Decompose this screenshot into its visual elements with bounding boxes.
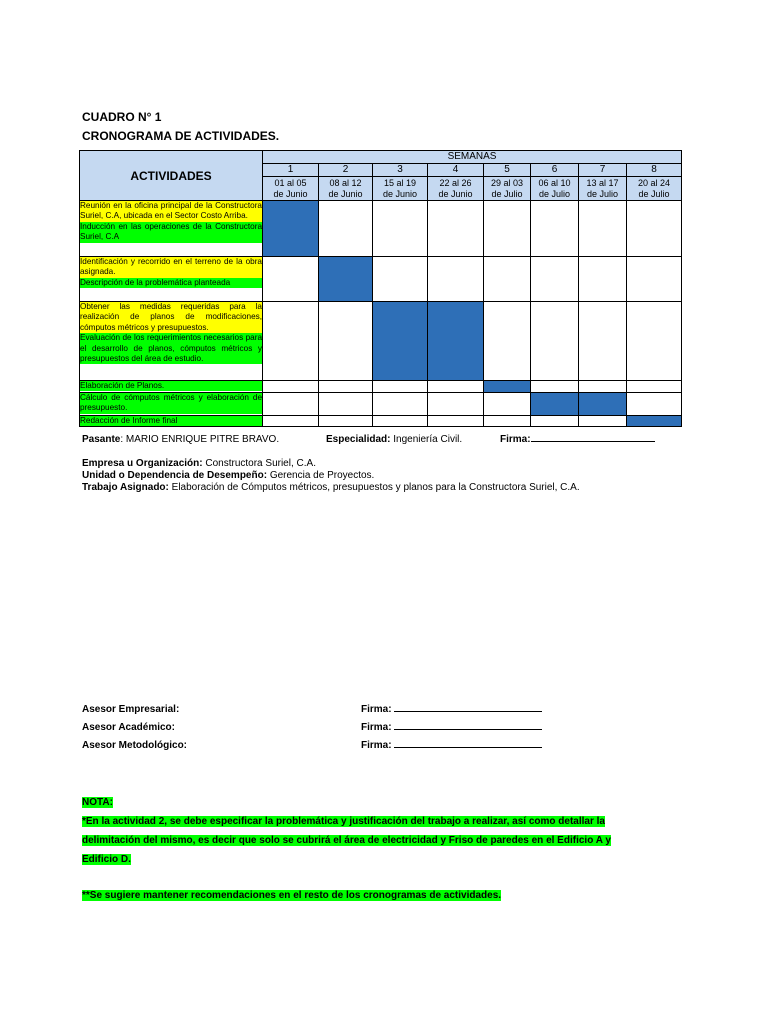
- empresa-line: [82, 458, 316, 469]
- activity-row: [80, 381, 682, 393]
- asesor-metodologico-firma-label: Firma:: [361, 740, 392, 751]
- trabajo-value: Elaboración de Cómputos métricos, presupuestos y planos para la Constructora Suriel, C.A.: [171, 482, 580, 493]
- activity-description: [80, 393, 263, 416]
- asesor-empresarial-label: Asesor Empresarial:: [82, 704, 180, 715]
- week-month: de Julio: [491, 188, 523, 199]
- asesor-academico-firma-label: Firma:: [361, 722, 392, 733]
- asesor-metodologico-firma: [361, 740, 542, 751]
- schedule-cell-week-7: [579, 201, 627, 257]
- week-range: 20 al 24: [638, 177, 671, 188]
- week-range: 29 al 03: [490, 177, 524, 188]
- schedule-cell-week-2: [319, 381, 373, 393]
- schedule-cell-week-8: [627, 201, 682, 257]
- schedule-cell-week-7: [579, 257, 627, 302]
- week-number-6: 6: [531, 164, 579, 177]
- nota-title: NOTA:: [82, 797, 113, 808]
- schedule-cell-week-6: [531, 381, 579, 393]
- week-month: de Julio: [586, 188, 619, 199]
- schedule-cell-week-2: [319, 393, 373, 416]
- schedule-cell-week-3: [373, 257, 428, 302]
- schedule-cell-week-8: [627, 302, 682, 381]
- week-number-8: 8: [627, 164, 682, 177]
- activity-row: [80, 201, 682, 257]
- schedule-bar-week-2: [319, 257, 373, 302]
- schedule-cell-week-6: [531, 257, 579, 302]
- activity-text: Elaboración de Planos.: [80, 381, 262, 391]
- schedule-cell-week-7: [579, 381, 627, 393]
- week-number-3: 3: [373, 164, 428, 177]
- activities-header: ACTIVIDADES: [80, 151, 263, 201]
- especialidad-value: Ingeniería Civil.: [393, 434, 463, 445]
- schedule-cell-week-6: [531, 302, 579, 381]
- pasante-name: MARIO ENRIQUE PITRE BRAVO.: [125, 434, 280, 445]
- week-number-5: 5: [484, 164, 531, 177]
- schedule-bar-week-5: [484, 381, 531, 393]
- schedule-cell-week-1: [263, 257, 319, 302]
- week-month: de Junio: [273, 188, 308, 199]
- especialidad-line: [326, 434, 462, 445]
- asesor-metodologico-signature-line[interactable]: [394, 747, 542, 748]
- week-dates-6: [531, 177, 579, 201]
- activity-row: [80, 302, 682, 381]
- empresa-label: Empresa u Organización:: [82, 458, 203, 469]
- schedule-cell-week-6: [531, 416, 579, 427]
- activity-text: Descripción de la problemática planteada: [80, 278, 262, 288]
- asesor-metodologico-label: Asesor Metodológico:: [82, 740, 188, 751]
- schedule-bar-week-8: [627, 416, 682, 427]
- pasante-signature-line[interactable]: [531, 441, 655, 442]
- week-month: de Junio: [328, 188, 363, 199]
- schedule-cell-week-1: [263, 416, 319, 427]
- activity-row: [80, 416, 682, 427]
- pasante-label: Pasante: [82, 434, 121, 445]
- unidad-line: [82, 470, 374, 481]
- schedule-bar-week-4: [428, 302, 484, 381]
- asesor-empresarial-signature-line[interactable]: [394, 711, 542, 712]
- schedule-cell-week-3: [373, 416, 428, 427]
- schedule-cell-week-1: [263, 381, 319, 393]
- activity-text: Obtener las medidas requeridas para la realización de planos de modificaciones, cómputos métricos y presupuestos.: [80, 302, 262, 332]
- pasante-firma-label: Firma:: [500, 434, 531, 445]
- schedule-bar-week-6: [531, 393, 579, 416]
- week-range: 08 al 12: [329, 177, 362, 188]
- week-range: 01 al 05: [274, 177, 307, 188]
- asesor-empresarial-firma: [361, 704, 542, 715]
- week-month: de Julio: [538, 188, 571, 199]
- week-range: 15 al 19: [383, 177, 417, 188]
- week-dates-8: [627, 177, 682, 201]
- schedule-cell-week-2: [319, 416, 373, 427]
- schedule-cell-week-1: [263, 302, 319, 381]
- week-dates-3: [373, 177, 428, 201]
- schedule-cell-week-4: [428, 393, 484, 416]
- schedule-cell-week-3: [373, 381, 428, 393]
- activity-description: [80, 381, 263, 393]
- activity-text: Inducción en las operaciones de la Constructora Suriel, C.A: [80, 221, 262, 242]
- week-dates-7: [579, 177, 627, 201]
- week-number-7: 7: [579, 164, 627, 177]
- asesor-academico-firma: [361, 722, 542, 733]
- activity-description: [80, 201, 263, 257]
- asesor-academico-signature-line[interactable]: [394, 729, 542, 730]
- week-month: de Julio: [638, 188, 670, 199]
- schedule-bar-week-3: [373, 302, 428, 381]
- week-number-4: 4: [428, 164, 484, 177]
- empresa-value: Constructora Suriel, C.A.: [205, 458, 316, 469]
- schedule-cell-week-5: [484, 416, 531, 427]
- schedule-cell-week-2: [319, 302, 373, 381]
- activity-row: [80, 393, 682, 416]
- nota-paragraph-1-line-2: delimitación del mismo, es decir que solo se cubrirá el área de electricidad y Friso de paredes en el Edificio A y: [82, 835, 611, 846]
- activity-text: Evaluación de los requerimientos necesarios para el desarrollo de planos, cómputos métricos y presupuestos del área de estudio.: [80, 333, 262, 364]
- schedule-cell-week-4: [428, 201, 484, 257]
- activity-text: Redacción de Informe final: [80, 416, 262, 426]
- nota-block: [82, 793, 652, 905]
- activity-description: [80, 302, 263, 381]
- schedule-cell-week-4: [428, 381, 484, 393]
- schedule-cell-week-7: [579, 302, 627, 381]
- week-range: 22 al 26: [439, 177, 472, 188]
- week-dates-4: [428, 177, 484, 201]
- trabajo-label: Trabajo Asignado:: [82, 482, 169, 493]
- schedule-bar-week-7: [579, 393, 627, 416]
- schedule-cell-week-8: [627, 393, 682, 416]
- asesor-academico-label: Asesor Académico:: [82, 722, 175, 733]
- trabajo-line: [82, 482, 580, 493]
- document-title: CRONOGRAMA DE ACTIVIDADES.: [82, 129, 280, 143]
- schedule-cell-week-8: [627, 257, 682, 302]
- week-month: de Junio: [382, 188, 418, 199]
- unidad-label: Unidad o Dependencia de Desempeño:: [82, 470, 268, 481]
- schedule-cell-week-4: [428, 416, 484, 427]
- pasante-separator: :: [120, 434, 126, 445]
- schedule-cell-week-5: [484, 393, 531, 416]
- schedule-cell-week-3: [373, 393, 428, 416]
- week-dates-1: [263, 177, 319, 201]
- schedule-cell-week-2: [319, 201, 373, 257]
- nota-paragraph-1-line-1: *En la actividad 2, se debe especificar la problemática y justificación del trabajo a realizar, así como detallar la: [82, 816, 605, 827]
- document-title-number: CUADRO N° 1: [82, 110, 162, 124]
- schedule-cell-week-5: [484, 257, 531, 302]
- unidad-value: Gerencia de Proyectos.: [269, 470, 375, 481]
- week-range: 13 al 17: [586, 177, 619, 188]
- week-dates-2: [319, 177, 373, 201]
- activity-description: [80, 257, 263, 302]
- pasante-firma: [500, 434, 655, 445]
- schedule-cell-week-7: [579, 416, 627, 427]
- schedule-cell-week-5: [484, 201, 531, 257]
- week-month: de Junio: [438, 188, 473, 199]
- asesor-empresarial-firma-label: Firma:: [361, 704, 392, 715]
- activity-text: Reunión en la oficina principal de la Constructora Suriel, C.A, ubicada en el Sector Costo Arriba.: [80, 201, 262, 221]
- schedule-cell-week-5: [484, 302, 531, 381]
- activity-description: [80, 416, 263, 427]
- week-number-1: 1: [263, 164, 319, 177]
- schedule-cell-week-8: [627, 381, 682, 393]
- activity-text: Cálculo de cómputos métricos y elaboración de presupuesto.: [80, 393, 262, 413]
- schedule-cell-week-1: [263, 393, 319, 416]
- schedule-bar-week-1: [263, 201, 319, 257]
- schedule-cell-week-4: [428, 257, 484, 302]
- activity-text: Identificación y recorrido en el terreno de la obra asignada.: [80, 257, 262, 277]
- especialidad-label: Especialidad:: [326, 434, 391, 445]
- week-dates-5: [484, 177, 531, 201]
- schedule-cell-week-6: [531, 201, 579, 257]
- nota-paragraph-1-line-3: Edificio D.: [82, 854, 131, 865]
- nota-paragraph-2: **Se sugiere mantener recomendaciones en el resto de los cronogramas de actividades.: [82, 890, 502, 901]
- weeks-header: SEMANAS: [263, 151, 682, 164]
- schedule-table: [79, 150, 682, 427]
- activity-row: [80, 257, 682, 302]
- week-range: 06 al 10: [538, 177, 571, 188]
- schedule-cell-week-3: [373, 201, 428, 257]
- week-number-2: 2: [319, 164, 373, 177]
